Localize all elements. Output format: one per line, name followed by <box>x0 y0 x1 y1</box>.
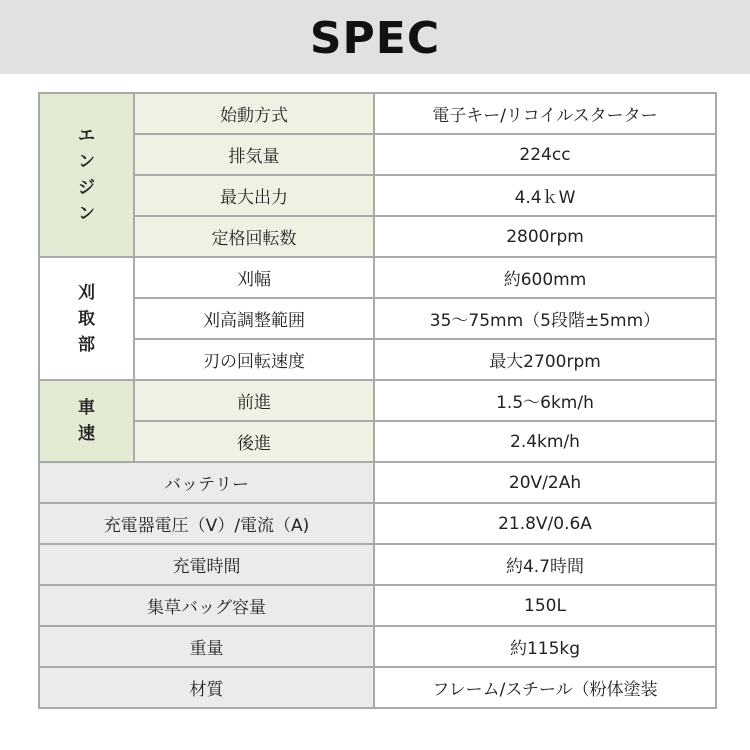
table-row <box>39 298 716 339</box>
table-row <box>39 339 716 380</box>
spec-label: 材質 <box>39 667 374 708</box>
spec-label: 重量 <box>39 626 374 667</box>
spec-value: 約4.7時間 <box>374 544 716 585</box>
table-row <box>39 462 716 503</box>
spec-label: 刈幅 <box>134 257 374 298</box>
spec-value: 電子キー/リコイルスターター <box>374 93 716 134</box>
spec-label: 刃の回転速度 <box>134 339 374 380</box>
category-engine: エ ン ジ ン <box>39 93 134 257</box>
table-row <box>39 626 716 667</box>
spec-value: フレーム/スチール（粉体塗装 <box>374 667 716 708</box>
table-row <box>39 585 716 626</box>
spec-value: 21.8V/0.6A <box>374 503 716 544</box>
table-row <box>39 257 716 298</box>
spec-value: 150L <box>374 585 716 626</box>
table-row <box>39 544 716 585</box>
page-title: SPEC <box>309 12 441 64</box>
category-speed: 車 速 <box>39 380 134 462</box>
spec-label: 始動方式 <box>134 93 374 134</box>
spec-value: 約600mm <box>374 257 716 298</box>
spec-value: 2800rpm <box>374 216 716 257</box>
spec-label: バッテリー <box>39 462 374 503</box>
table-row <box>39 93 716 134</box>
spec-value: 2.4km/h <box>374 421 716 462</box>
table-row <box>39 667 716 708</box>
spec-label: 充電器電圧（V）/電流（A) <box>39 503 374 544</box>
table-row <box>39 216 716 257</box>
category-cutting: 刈 取 部 <box>39 257 134 380</box>
spec-label: 充電時間 <box>39 544 374 585</box>
table-row <box>39 175 716 216</box>
spec-label: 定格回転数 <box>134 216 374 257</box>
spec-value: 最大2700rpm <box>374 339 716 380</box>
spec-value: 224cc <box>374 134 716 175</box>
spec-label: 最大出力 <box>134 175 374 216</box>
spec-label: 排気量 <box>134 134 374 175</box>
spec-table <box>38 92 717 709</box>
spec-value: 20V/2Ah <box>374 462 716 503</box>
spec-value: 1.5～6km/h <box>374 380 716 421</box>
spec-label: 刈高調整範囲 <box>134 298 374 339</box>
spec-header <box>0 0 750 74</box>
spec-label: 集草バッグ容量 <box>39 585 374 626</box>
table-row <box>39 134 716 175</box>
spec-label: 後進 <box>134 421 374 462</box>
spec-value: 4.4ｋW <box>374 175 716 216</box>
table-row <box>39 421 716 462</box>
spec-label: 前進 <box>134 380 374 421</box>
table-row <box>39 503 716 544</box>
table-row <box>39 380 716 421</box>
spec-value: 35～75mm（5段階±5mm） <box>374 298 716 339</box>
spec-value: 約115kg <box>374 626 716 667</box>
